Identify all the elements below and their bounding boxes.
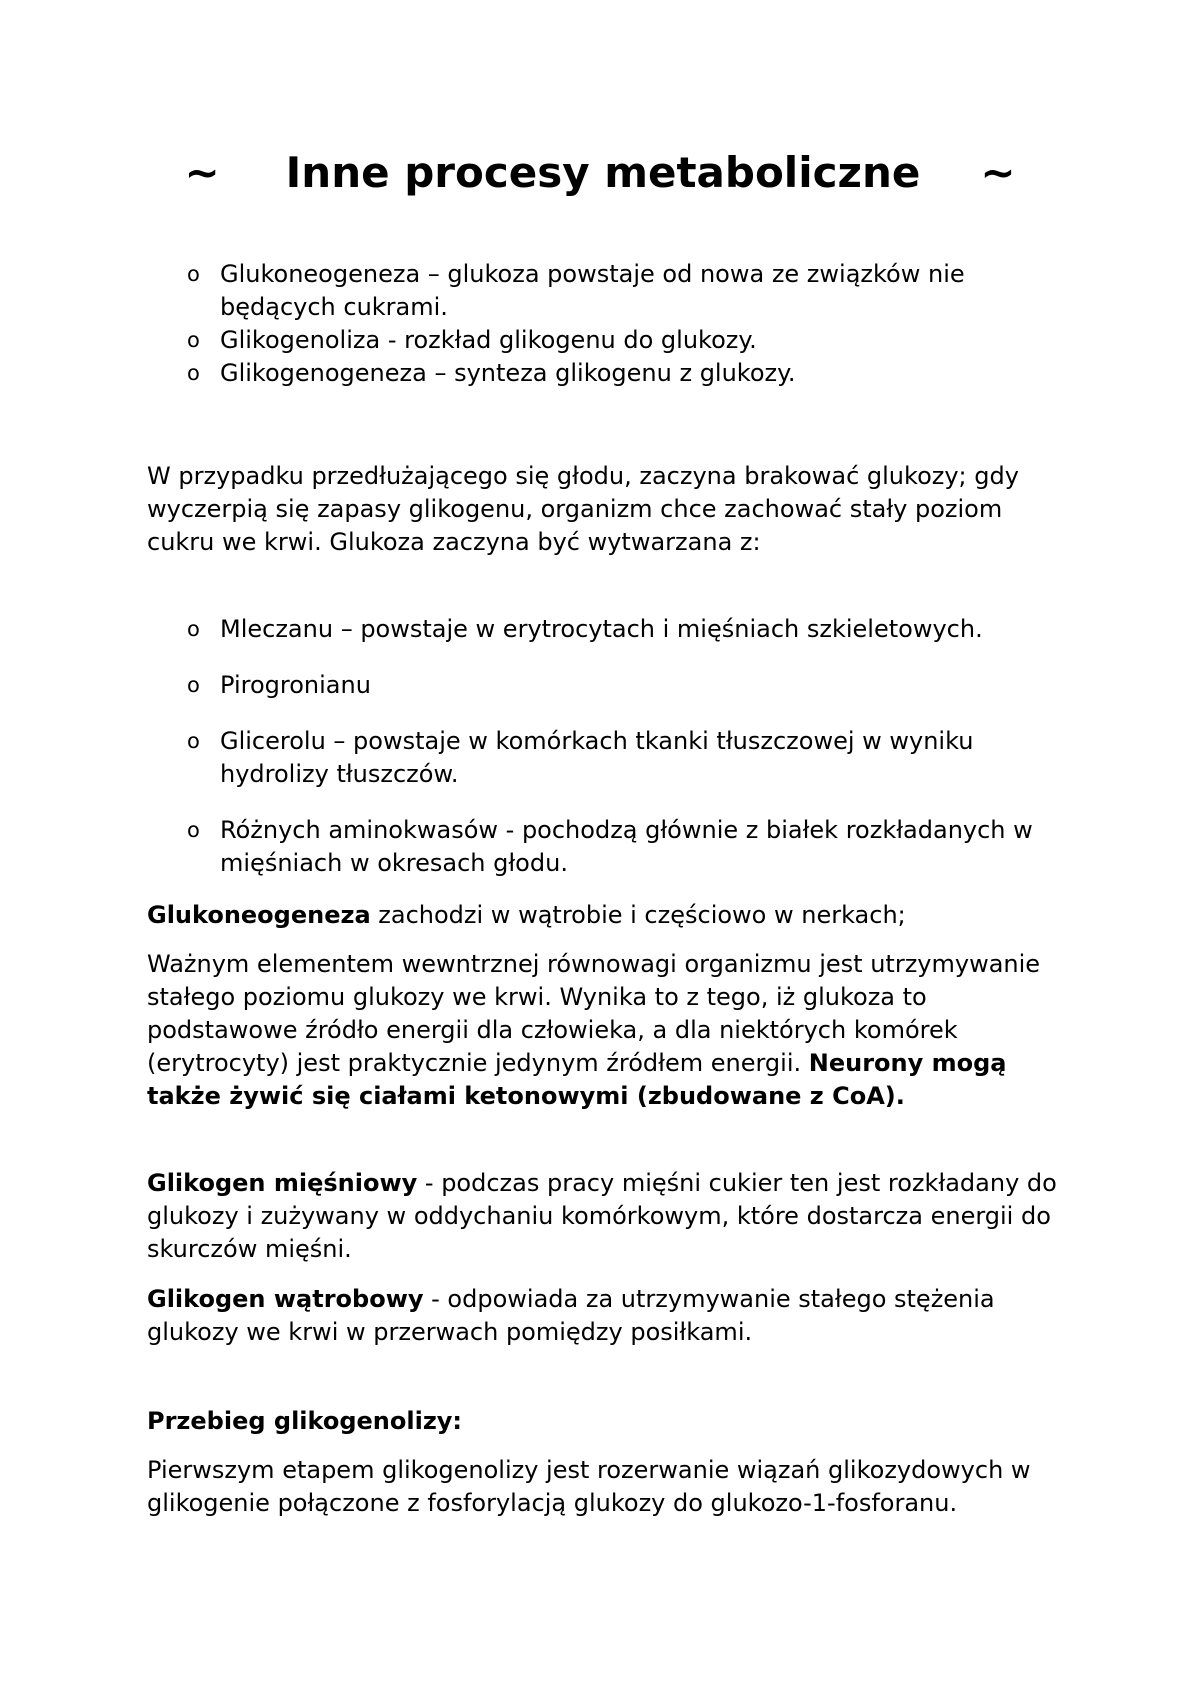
page-title (0, 148, 1200, 198)
paragraph-glucose-balance (147, 948, 1067, 1113)
process-list (147, 258, 1067, 390)
list-item (147, 725, 1067, 791)
list-item-text: Glikogenoliza - rozkład glikogenu do glukozy. (220, 326, 757, 354)
list-item-text: Glicerolu – powstaje w komórkach tkanki tłuszczowej w wyniku hydrolizy tłuszczów. (220, 727, 974, 788)
list-item-text: Glikogenogeneza – synteza glikogenu z glukozy. (220, 359, 796, 387)
heading-text: Przebieg glikogenolizy: (147, 1407, 463, 1435)
bullet-icon: o (187, 328, 200, 352)
bullet-icon: o (187, 673, 200, 697)
paragraph-text: - odpowiada za utrzymywanie stałego stężenia glukozy we krwi w przerwach pomiędzy posiłkami. (147, 1285, 995, 1346)
bullet-icon: o (187, 361, 200, 385)
bullet-icon: o (187, 262, 200, 286)
bullet-icon: o (187, 818, 200, 842)
term-liver-glycogen: Glikogen wątrobowy (147, 1285, 424, 1313)
paragraph-muscle-glycogen (147, 1167, 1067, 1266)
term-gluconeogenesis: Glukoneogeneza (147, 901, 371, 929)
source-list (147, 613, 1067, 880)
list-item-text: Mleczanu – powstaje w erytrocytach i mięśniach szkieletowych. (220, 615, 983, 643)
bullet-icon: o (187, 729, 200, 753)
term-muscle-glycogen: Glikogen mięśniowy (147, 1169, 418, 1197)
list-item-text: Różnych aminokwasów - pochodzą głównie z białek rozkładanych w mięśniach w okresach głodu. (220, 816, 1033, 877)
paragraph-glycogenolysis: Pierwszym etapem glikogenolizy jest rozerwanie wiązań glikozydowych w glikogenie połączone z fosforylacją glukozy do glukozo-1-fosforanu. (147, 1456, 1031, 1517)
list-item (147, 814, 1067, 880)
section-heading (147, 1405, 1067, 1438)
paragraph-liver-glycogen (147, 1283, 1067, 1349)
highlight-neurons: Neurony mogą także żywić się ciałami ketonowymi (zbudowane z CoA). (147, 1049, 1007, 1110)
paragraph-text: Ważnym elementem wewntrznej równowagi organizmu jest utrzymywanie stałego poziomu glukozy we krwi. Wynika to z tego, iż glukoza to podstawowe źródło energii dla człowieka, a dla niektórych komórek (erytrocyty) jest praktycznie jedynym źródłem energii. (147, 950, 1041, 1077)
title-decoration-right: ~ (980, 148, 1016, 197)
paragraph-starvation: W przypadku przedłużającego się głodu, zaczyna brakować glukozy; gdy wyczerpią się zapasy glikogenu, organizm chce zachować stały poziom cukru we krwi. Glukoza zaczyna być wytwarzana z: (147, 462, 1019, 556)
paragraph-text: - podczas pracy mięśni cukier ten jest rozkładany do glukozy i zużywany w oddychaniu komórkowym, które dostarcza energii do skurczów mięśni. (147, 1169, 1057, 1263)
list-item (147, 258, 1067, 324)
paragraph-text: zachodzi w wątrobie i częściowo w nerkach; (370, 901, 906, 929)
list-item (147, 669, 1067, 702)
list-item (147, 324, 1067, 357)
paragraph-gluconeogenesis (147, 899, 1067, 932)
title-text: Inne procesy metaboliczne (285, 148, 921, 197)
list-item (147, 357, 1067, 390)
title-decoration-left: ~ (184, 148, 220, 197)
list-item-text: Glukoneogeneza – glukoza powstaje od nowa ze związków nie będących cukrami. (220, 260, 965, 321)
list-item-text: Pirogronianu (220, 671, 371, 699)
bullet-icon: o (187, 617, 200, 641)
list-item (147, 613, 1067, 646)
